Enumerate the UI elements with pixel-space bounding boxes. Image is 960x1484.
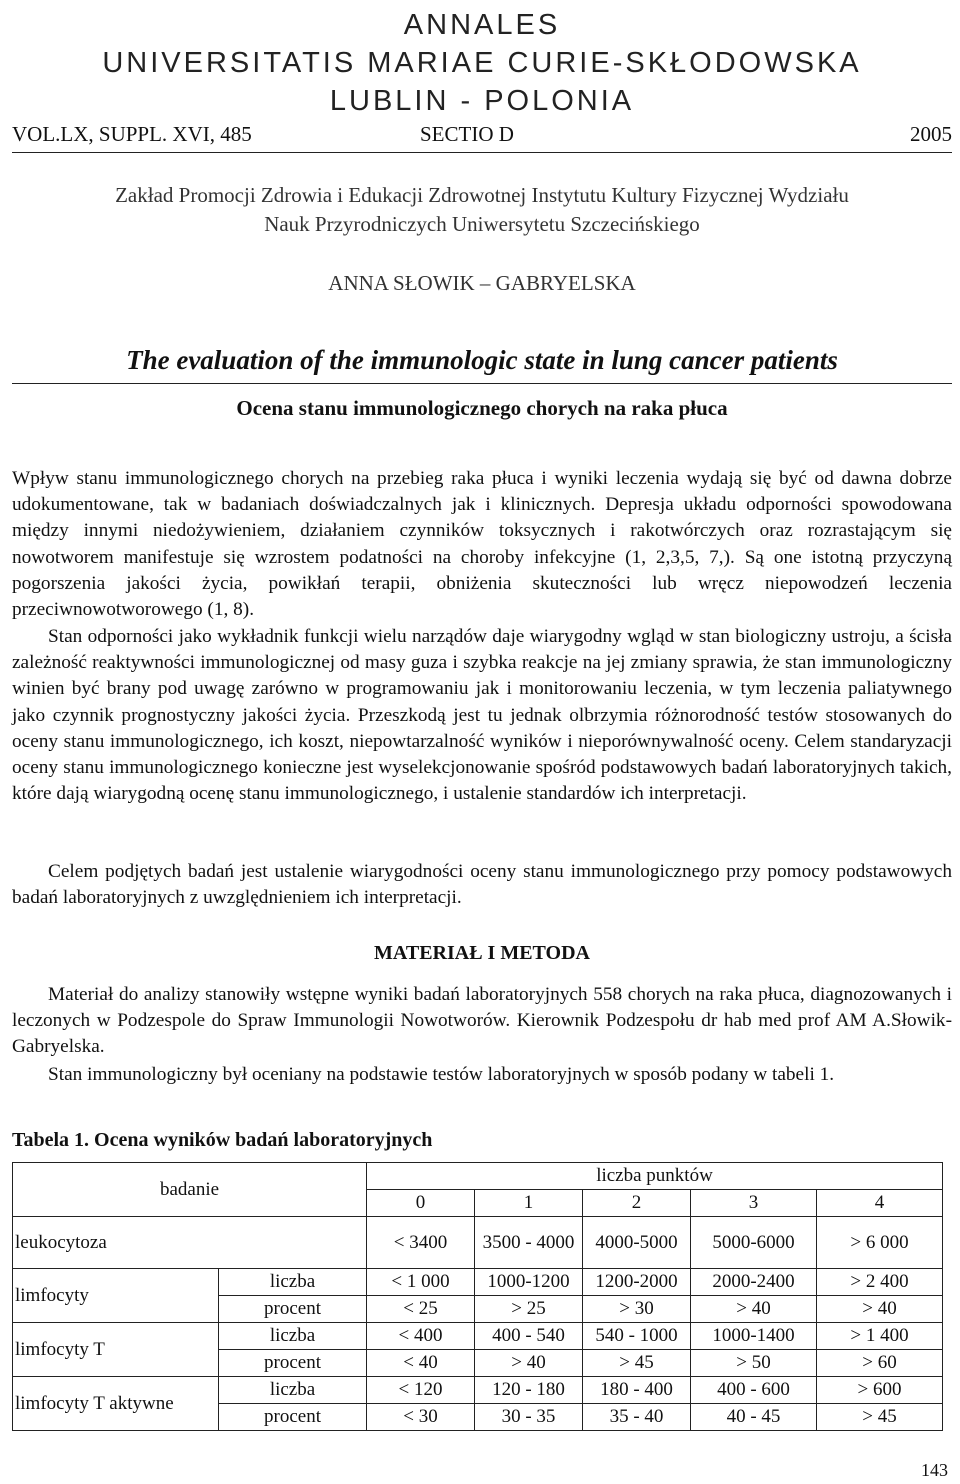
table-cell: > 45	[583, 1350, 691, 1377]
table-cell: 540 - 1000	[583, 1323, 691, 1350]
paragraph-text: Celem podjętych badań jest ustalenie wiarygodności oceny stanu immunologicznego przy pomocy podstawowych badań laboratoryjnych z uwzględnieniem ich interpretacji.	[12, 861, 952, 909]
section-info: SECTIO D	[420, 122, 514, 146]
row-label: limfocyty	[13, 1269, 219, 1323]
table-cell: 1000-1200	[475, 1269, 583, 1296]
row-label: limfocyty T	[13, 1323, 219, 1377]
paragraph-text: Materiał do analizy stanowiły wstępne wyniki badań laboratoryjnych 558 chorych na raka płuca, diagnozowanych i leczonych w Podzespole do Spraw Immunologii Nowotworów. Kierownik Podzespołu dr hab med prof AM A.Słowik-Gabryelska.	[12, 984, 952, 1058]
lab-results-table	[12, 1162, 943, 1431]
volume-info: VOL.LX, SUPPL. XVI, 485	[12, 122, 252, 146]
table-cell: > 1 400	[817, 1323, 943, 1350]
table-cell: > 6 000	[817, 1217, 943, 1269]
header-divider	[12, 152, 952, 153]
table-cell: > 2 400	[817, 1269, 943, 1296]
table-row	[13, 1217, 943, 1269]
table-cell: > 40	[817, 1296, 943, 1323]
points-cell: 0	[367, 1190, 475, 1217]
points-cell: 3	[691, 1190, 817, 1217]
paragraph-text: Stan immunologiczny był oceniany na podstawie testów laboratoryjnych w sposób podany w tabeli 1.	[48, 1064, 835, 1085]
table-cell: < 400	[367, 1323, 475, 1350]
page-number: 143	[921, 1460, 948, 1480]
sub-label: procent	[219, 1350, 367, 1377]
row-label: limfocyty T aktywne	[13, 1377, 219, 1431]
table-cell: 4000-5000	[583, 1217, 691, 1269]
table-cell: 400 - 540	[475, 1323, 583, 1350]
journal-meta-row	[12, 122, 952, 152]
table-cell: < 25	[367, 1296, 475, 1323]
table-cell: < 30	[367, 1404, 475, 1431]
method-paragraph-1	[12, 982, 952, 1061]
intro-paragraph-2	[12, 624, 952, 807]
table-cell: > 40	[475, 1350, 583, 1377]
table-cell: < 1 000	[367, 1269, 475, 1296]
table-cell: < 40	[367, 1350, 475, 1377]
table-cell: > 600	[817, 1377, 943, 1404]
journal-page	[12, 0, 952, 1484]
english-title: The evaluation of the immunologic state in lung cancer patients	[126, 345, 838, 375]
paragraph-text: Stan odporności jako wykładnik funkcji wielu narządów daje wiarygodny wgląd w stan biologiczny ustroju, a ścisła zależność reaktywności immunologicznej od masy guza i szybka reakcje na jej zmiany sprawia, że stan immunologiczny winien być brany pod uwagę zarówno w programowaniu jak i monitorowaniu leczenia, w tym leczenia paliatywnego jako czynnik prognostyczny jakości życia. Przeszkodą jest tu jednak olbrzymia różnorodność testów stosowanych do oceny stanu immunologicznego, ich koszt, niepowtarzalność wyników i nieporównywalność oceny. Celem standaryzacji oceny stanu immunologicznego konieczne jest wyselekcjonowanie spośród podstawowych badań laboratoryjnych takich, które dają wiarygodną ocenę stanu immunologicznego, i ustalenie standardów ich interpretacji.	[12, 626, 952, 805]
year-info: 2005	[910, 122, 952, 146]
table-cell: < 3400	[367, 1217, 475, 1269]
polish-title: Ocena stanu immunologicznego chorych na raka płuca	[236, 396, 728, 420]
table-cell: > 25	[475, 1296, 583, 1323]
table-cell: < 120	[367, 1377, 475, 1404]
header-badanie: badanie	[13, 1163, 367, 1217]
table-cell: 3500 - 4000	[475, 1217, 583, 1269]
table-cell: 1200-2000	[583, 1269, 691, 1296]
sub-label: procent	[219, 1296, 367, 1323]
title-divider	[12, 383, 952, 384]
table-cell: > 50	[691, 1350, 817, 1377]
intro-paragraph-3	[12, 859, 952, 911]
points-cell: 2	[583, 1190, 691, 1217]
sub-label: liczba	[219, 1377, 367, 1404]
table-row	[13, 1269, 943, 1296]
points-cell: 1	[475, 1190, 583, 1217]
table-cell: 1000-1400	[691, 1323, 817, 1350]
table-cell: 400 - 600	[691, 1377, 817, 1404]
table-header-row	[13, 1163, 943, 1190]
intro-paragraph-1	[12, 466, 952, 623]
table-cell: 2000-2400	[691, 1269, 817, 1296]
journal-name-line1: ANNALES	[403, 9, 561, 41]
sub-label: liczba	[219, 1269, 367, 1296]
sub-label: procent	[219, 1404, 367, 1431]
sub-label: liczba	[219, 1323, 367, 1350]
table-cell: 40 - 45	[691, 1404, 817, 1431]
table-caption: Tabela 1. Ocena wyników badań laboratoryjnych	[12, 1129, 433, 1151]
table-cell: > 30	[583, 1296, 691, 1323]
table-cell: 5000-6000	[691, 1217, 817, 1269]
table-cell: 180 - 400	[583, 1377, 691, 1404]
row-label: leukocytoza	[13, 1217, 367, 1269]
table-row	[13, 1377, 943, 1404]
paragraph-text: Wpływ stanu immunologicznego chorych na przebieg raka płuca i wyniki leczenia wydają się być od dawna dobrze udokumentowane, tak w badaniach doświadczalnych jak i klinicznych. Depresja układu odporności spowodowana między innymi niedożywieniem, działaniem czynników toksycznych i rakotwórczych oraz rozrastającym się nowotworem manifestuje się wzrostem podatności na choroby infekcyjne (1, 2,3,5, 7,). Są one istotną przyczyną pogorszenia jakości życia, powikłań terapii, obniżenia skuteczności lub wręcz niepowodzeń leczenia przeciwnowotworowego (1, 8).	[12, 468, 952, 621]
journal-place: LUBLIN - POLONIA	[329, 85, 635, 117]
table-cell: 30 - 35	[475, 1404, 583, 1431]
method-paragraph-2	[12, 1062, 952, 1088]
affiliation-line2: Nauk Przyrodniczych Uniwersytetu Szczecińskiego	[264, 212, 700, 236]
table-row	[13, 1323, 943, 1350]
table-cell: > 60	[817, 1350, 943, 1377]
affiliation-line1: Zakład Promocji Zdrowia i Edukacji Zdrowotnej Instytutu Kultury Fizycznej Wydziału	[115, 183, 849, 207]
author-name: ANNA SŁOWIK – GABRYELSKA	[328, 271, 636, 295]
table-cell: 35 - 40	[583, 1404, 691, 1431]
section-heading: MATERIAŁ I METODA	[374, 942, 590, 964]
points-cell: 4	[817, 1190, 943, 1217]
table-cell: > 45	[817, 1404, 943, 1431]
table-cell: > 40	[691, 1296, 817, 1323]
header-points: liczba punktów	[367, 1163, 943, 1190]
table-cell: 120 - 180	[475, 1377, 583, 1404]
journal-name-line2: UNIVERSITATIS MARIAE CURIE-SKŁODOWSKA	[102, 47, 862, 79]
